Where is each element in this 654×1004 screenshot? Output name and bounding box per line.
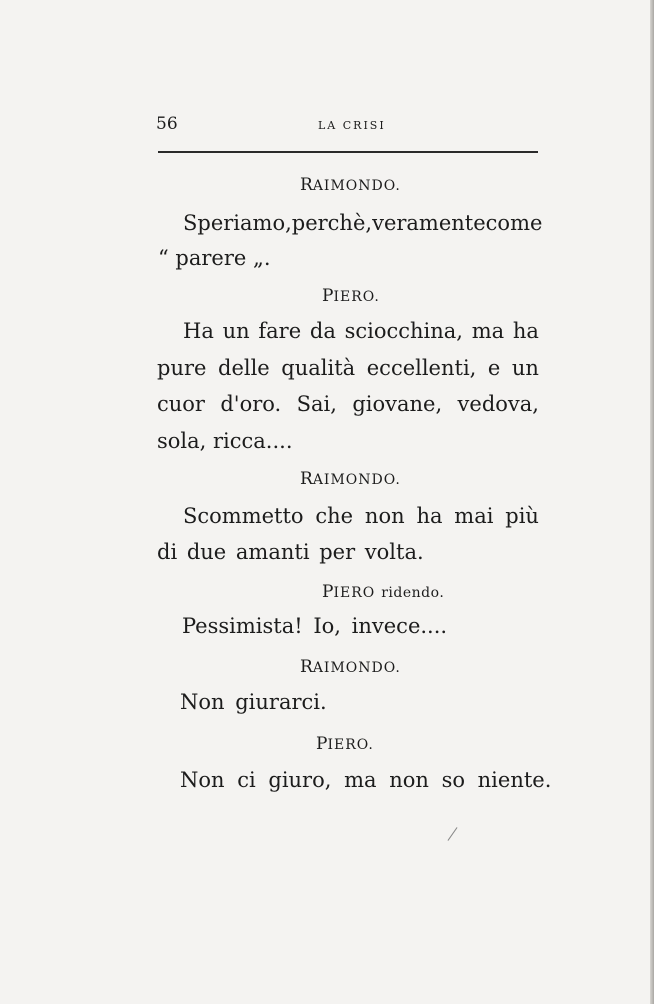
stage-direction: ridendo. — [381, 585, 445, 601]
speaker-raimondo: RAIMONDO. — [300, 657, 401, 677]
speaker-raimondo: RAIMONDO. — [300, 175, 401, 195]
page-number: 56 — [156, 114, 178, 134]
text-line: di due amanti per volta. — [157, 540, 424, 564]
text-line: sola, ricca.... — [157, 429, 293, 453]
running-head: LA CRISI — [318, 119, 386, 132]
text-line: cuor d'oro. Sai, giovane, vedova, — [157, 392, 539, 416]
header-rule — [158, 151, 538, 153]
page-edge-shadow — [650, 0, 654, 1004]
speaker-piero: PIERO. — [322, 286, 380, 306]
text-line: Scommetto che non ha mai più — [183, 504, 539, 528]
text-line: Non ci giuro, ma non so niente. — [180, 768, 552, 792]
speaker-piero: PIERO ridendo. — [322, 582, 445, 602]
pencil-mark — [448, 827, 458, 841]
text-line: Ha un fare da sciocchina, ma ha — [183, 319, 539, 343]
text-line: Pessimista! Io, invece.... — [182, 614, 448, 638]
text-line: Non giurarci. — [180, 690, 327, 714]
speaker-piero: PIERO. — [316, 734, 374, 754]
speaker-raimondo: RAIMONDO. — [300, 469, 401, 489]
text-line: pure delle qualità eccellenti, e un — [157, 356, 539, 380]
text-line: “ parere „. — [158, 246, 271, 270]
text-line: Speriamo, perchè, veramente come — [183, 211, 543, 235]
